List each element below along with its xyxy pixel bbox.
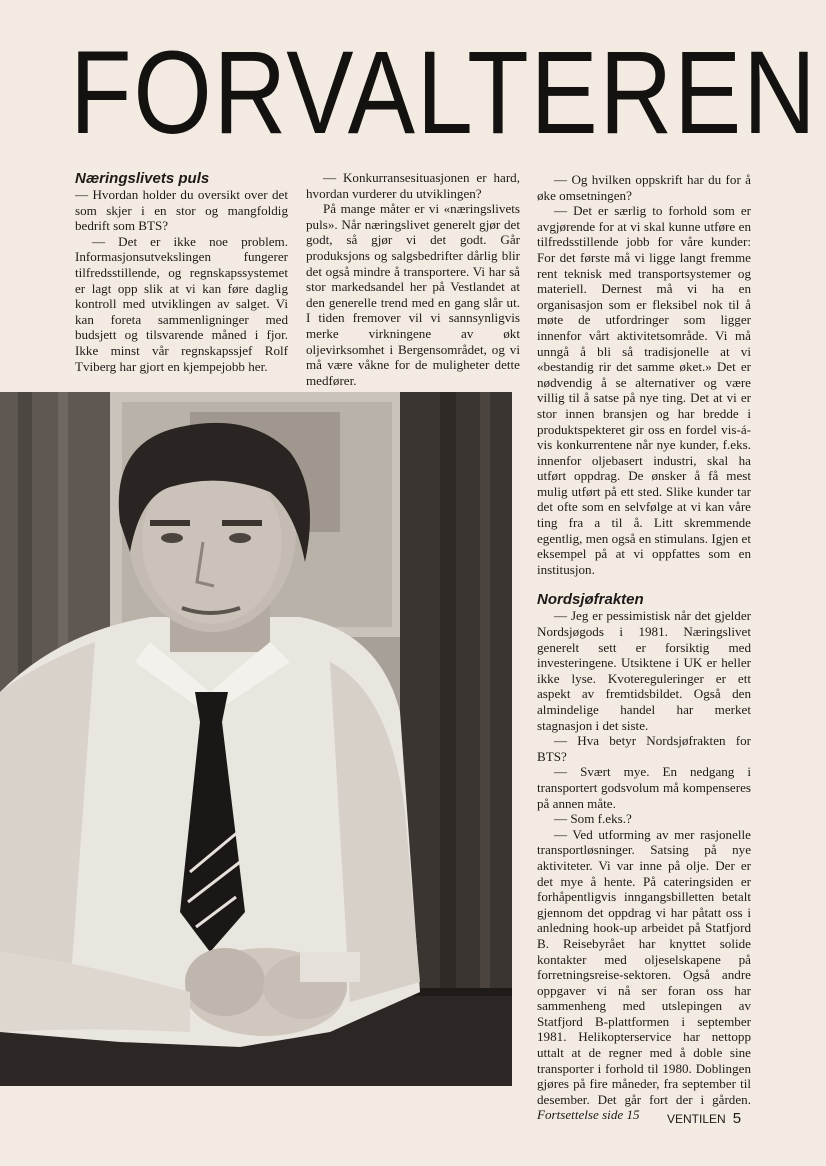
paragraph: — Hva betyr Nordsjøfrakten for BTS? (537, 733, 751, 764)
paragraph-text: — Ved utforming av mer rasjonelle transportløsninger. Satsing på nye aktiviteter. Vi var inne på olje. Der er det mye å hente. På cateringsiden er forhåpentligvis inngangsbilletten betalt gjennom det oppdrag vi har påtatt oss i anledning hook-up arbeidet på Statfjord B. Reisebyrået har knyttet solide kontakter med oljeselskapene på forretningsreise-sektoren. Også andre oppgaver vi nå ser foran oss har sammenheng med utslepingen av Statfjord B-plattformen i september 1981. Helikopterservice har nettopp uttalt at de regner med å doble sine transporter i forhold til 1980. Doblingen gjøres på fire måneder, fra september til desember. Det går fort der i gården. (537, 826, 751, 1107)
section-heading-naeringslivets-puls: Næringslivets puls (75, 170, 210, 187)
portrait-photo (0, 392, 512, 1086)
masthead-title: FORVALTEREN (70, 27, 818, 159)
portrait-illustration (0, 392, 512, 1086)
page-footer (667, 1110, 741, 1127)
paragraph (537, 827, 751, 1123)
paragraph: — Konkurransesituasjonen er hard, hvordan vurderer du utviklingen? (306, 170, 520, 201)
continued-note: Fortsettelse side 15 (537, 1107, 640, 1123)
paragraph: — Det er ikke noe problem. Informasjonsutvekslingen fungerer tilfredsstillende, og regnskapssystemet er lagt opp slik at vi kan føre daglig kontroll med utviklingen av salget. Vi kan foreta sammenligninger med budsjett og tilsvarende måned i fjor. Ikke minst vår regnskapssjef Rolf Tviberg har gjort en kjempejobb her. (75, 233, 288, 374)
page-number: 5 (732, 1110, 742, 1127)
article-column-1 (75, 170, 288, 374)
magazine-name: VENTILEN (667, 1112, 726, 1126)
article-column-3 (537, 172, 751, 1123)
paragraph: — Jeg er pessimistisk når det gjelder Nordsjøgods i 1981. Næringslivet generelt sett er forsiktig med investeringene. Utsiktene i UK er heller ikke lyse. Kvotereguleringer er ett aspekt av fremtidsbildet. Også den almindelige handel har merket stagnasjon i det siste. (537, 608, 751, 733)
paragraph: På mange måter er vi «næringslivets puls». Når næringslivet generelt gjør det godt, så gjør vi det godt. Går produksjons og salgsbedrifter dårlig blir det også mindre å transportere. Vi har så stor markedsandel her på Vestlandet at den generelle trend med en gang slår ut. I tiden fremover vil vi sannsynligvis merke virkningene av økt oljevirksomhet i Bergensområdet, og vi må være våkne for de muligheter dette medfører. (306, 201, 520, 388)
paragraph: — Hvordan holder du oversikt over det som skjer i en stor og mangfoldig bedrift som BTS? (75, 187, 288, 234)
section-heading-nordsjofrakten: Nordsjøfrakten (537, 591, 644, 609)
paragraph: — Det er særlig to forhold som er avgjørende for at vi skal kunne utføre en tilfredsstillende jobb for våre kunder: For det første må vi ligge langt fremme rent teknisk med transportsystemer og materiell. Dernest må vi ha en organisasjon som er fleksibel nok til å møte de utfordringer som ligger innenfor vårt aktivitetsområde. Vi må unngå å bli så tradisjonelle at vi «bestandig rir det samme øket.» Det er nødvendig å se alternativer og være villig til å satse på nye ting. Det at vi er stor innen bransjen og har bredde i produktspekteret gir oss en fordel vis-á-vis konkurrentene når nye kunder, f.eks. innenfor oljebasert industri, skal ha utført oppdrag. De ønsker å få mest mulig utført på ett sted. Slike kunder tar det ofte som en selvfølge at vi kan våre ting fra a til å. Litt skremmende egentlig, men også en stimulans. Igjen et eksempel på at vi oppfattes som en institusjon. (537, 203, 751, 577)
paragraph: — Som f.eks.? (554, 811, 632, 827)
article-column-2 (306, 170, 520, 388)
paragraph: — Og hvilken oppskrift har du for å øke omsetningen? (537, 172, 751, 203)
paragraph: — Svært mye. En nedgang i transportert godsvolum må kompenseres på annen måte. (537, 764, 751, 811)
